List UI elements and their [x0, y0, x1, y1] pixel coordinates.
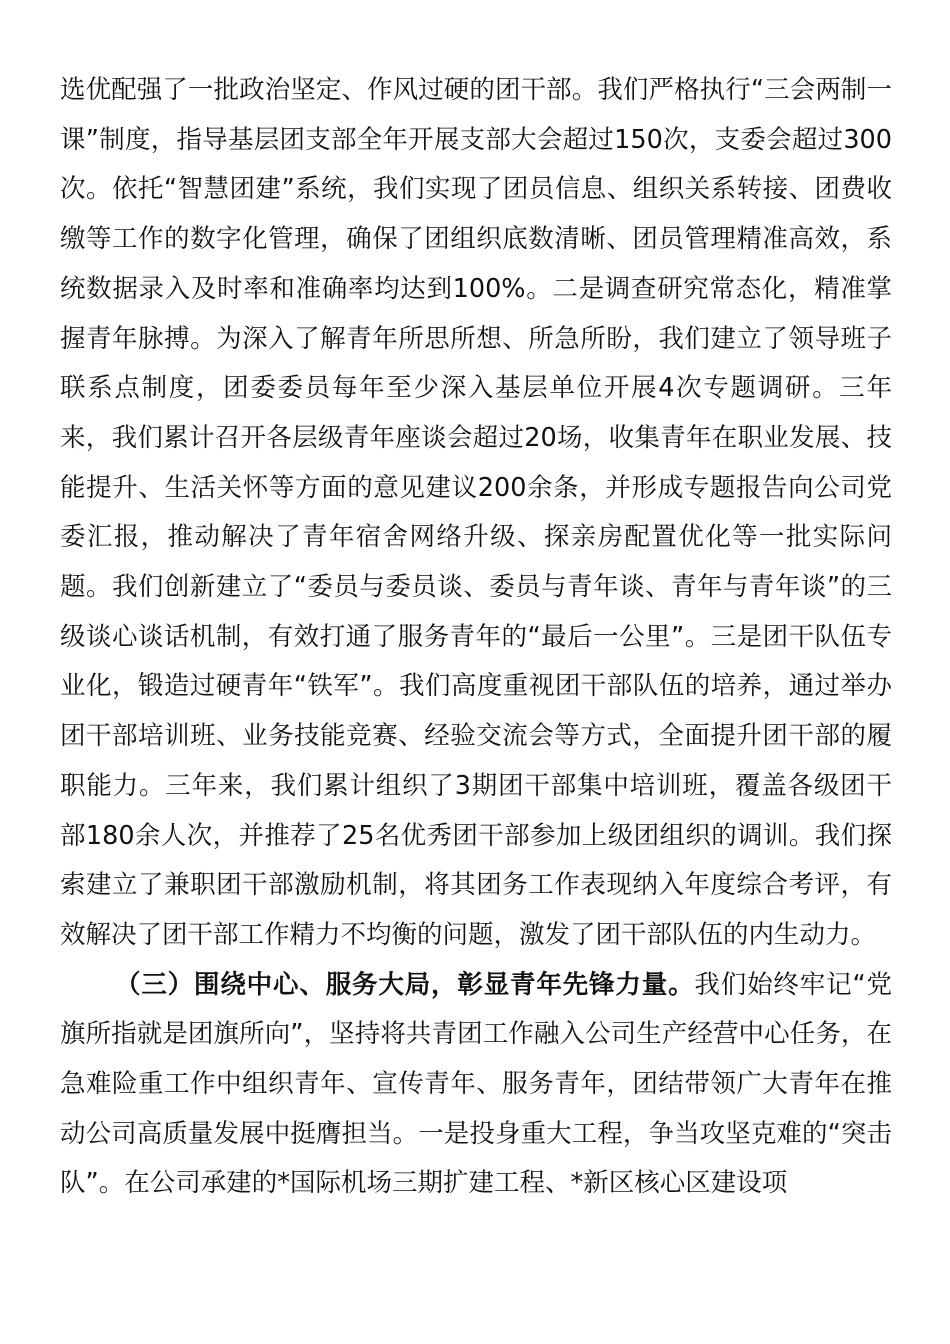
- document-body: [60, 66, 892, 1209]
- body-paragraph-1: [60, 66, 892, 961]
- body-paragraph-2: [60, 961, 892, 1210]
- paragraph-1-text: 选优配强了一批政治坚定、作风过硬的团干部。我们严格执行“三会两制一课”制度，指导基层团支部全年开展支部大会超过150次，支委会超过300次。依托“智慧团建”系统，我们实现了团员信息、组织关系转接、团费收缴等工作的数字化管理，确保了团组织底数清晰、团员管理精准高效，系统数据录入及时率和准确率均达到100%。二是调查研究常态化，精准掌握青年脉搏。为深入了解青年所思所想、所急所盼，我们建立了领导班子联系点制度，团委委员每年至少深入基层单位开展4次专题调研。三年来，我们累计召开各层级青年座谈会超过20场，收集青年在职业发展、技能提升、生活关怀等方面的意见建议200余条，并形成专题报告向公司党委汇报，推动解决了青年宿舍网络升级、探亲房配置优化等一批实际问题。我们创新建立了“委员与委员谈、委员与青年谈、青年与青年谈”的三级谈心谈话机制，有效打通了服务青年的“最后一公里”。三是团干队伍专业化，锻造过硬青年“铁军”。我们高度重视团干部队伍的培养，通过举办团干部培训班、业务技能竞赛、经验交流会等方式，全面提升团干部的履职能力。三年来，我们累计组织了3期团干部集中培训班，覆盖各级团干部180余人次，并推荐了25名优秀团干部参加上级团组织的调训。我们探索建立了兼职团干部激励机制，将其团务工作表现纳入年度综合考评，有效解决了团干部工作精力不均衡的问题，激发了团干部队伍的内生动力。: [60, 75, 892, 950]
- section-heading: （三）围绕中心、服务大局，彰显青年先锋力量。: [115, 969, 695, 1000]
- paragraph-2-text: 我们始终牢记“党旗所指就是团旗所向”，坚持将共青团工作融入公司生产经营中心任务，在急难险重工作中组织青年、宣传青年、服务青年，团结带领广大青年在推动公司高质量发展中挺膺担当。一是投身重大工程，争当攻坚克难的“突击队”。在公司承建的*国际机场三期扩建工程、*新区核心区建设项: [60, 969, 892, 1199]
